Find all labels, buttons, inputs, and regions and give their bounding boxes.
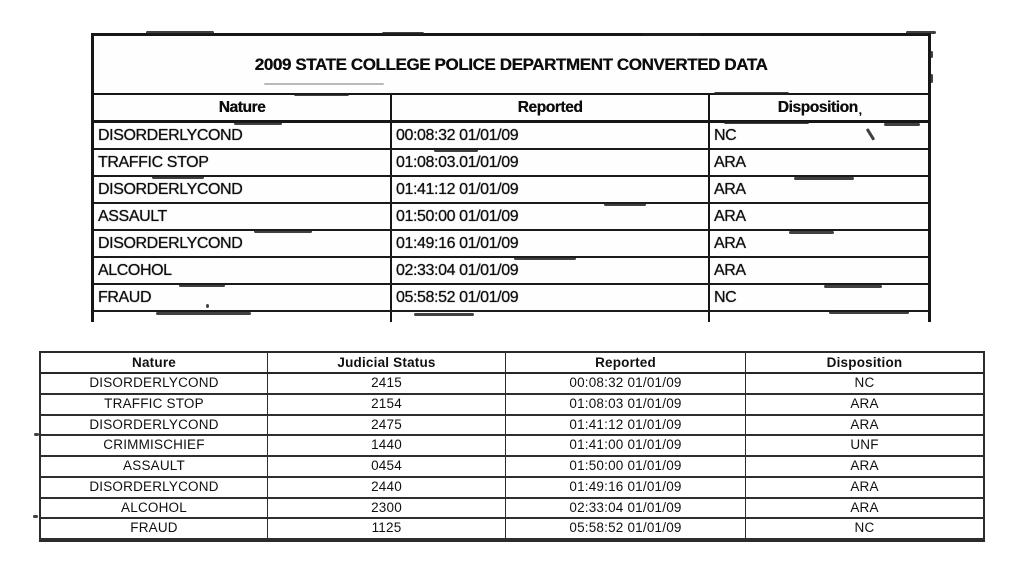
scan-artifact bbox=[156, 312, 251, 315]
scan-artifact bbox=[234, 122, 282, 125]
cell-reported: 05:58:52 01/01/09 bbox=[505, 519, 745, 538]
table-row bbox=[94, 177, 928, 204]
converted-data-table bbox=[39, 351, 985, 542]
column-header-reported: Reported bbox=[390, 95, 708, 120]
cell-nature: TRAFFIC STOP bbox=[104, 395, 204, 411]
scan-artifact bbox=[152, 176, 204, 179]
cell-nature: DISORDERLYCOND bbox=[98, 235, 243, 252]
scan-artifact bbox=[604, 203, 646, 206]
cell-nature: FRAUD bbox=[130, 520, 178, 536]
scanned-table-header-row bbox=[94, 95, 928, 123]
cell-reported: 01:08:03.01/01/09 bbox=[390, 150, 708, 175]
table-row bbox=[94, 150, 928, 177]
scan-artifact bbox=[930, 51, 933, 58]
cell-reported: 01:41:12 01/01/09 bbox=[390, 177, 708, 202]
cell-nature: DISORDERLYCOND bbox=[89, 478, 219, 494]
cell-disposition: NC bbox=[745, 374, 983, 393]
table-row bbox=[94, 231, 928, 258]
cell-disposition: NC bbox=[708, 123, 928, 148]
table-row bbox=[41, 395, 983, 416]
cell-reported: 01:08:03 01/01/09 bbox=[505, 395, 745, 414]
cell-nature: ALCOHOL bbox=[121, 499, 187, 515]
table-row bbox=[41, 499, 983, 520]
column-header-nature: Nature bbox=[132, 355, 176, 370]
cell-judicial-status: 2154 bbox=[267, 395, 505, 414]
table-row bbox=[41, 478, 983, 499]
column-header-disposition-label: Disposition bbox=[777, 99, 858, 116]
column-header-reported: Reported bbox=[505, 353, 745, 372]
table-row bbox=[41, 519, 983, 540]
cell-judicial-status: 2300 bbox=[267, 499, 505, 518]
cell-nature: DISORDERLYCOND bbox=[89, 375, 219, 390]
column-header-nature: Nature bbox=[218, 99, 266, 116]
scan-artifact bbox=[930, 74, 933, 83]
scan-artifact bbox=[434, 149, 478, 152]
cell-disposition: NC bbox=[745, 519, 983, 538]
cell-reported: 00:08:32 01/01/09 bbox=[505, 374, 745, 393]
cell-reported: 05:58:52 01/01/09 bbox=[390, 285, 708, 310]
cell-reported: 01:49:16 01/01/09 bbox=[390, 231, 708, 256]
cell-reported: 02:33:04 01/01/09 bbox=[505, 499, 745, 518]
converted-table-header-row bbox=[41, 353, 983, 374]
scan-artifact bbox=[264, 83, 384, 85]
scan-artifact bbox=[382, 32, 424, 35]
cell-reported: 01:41:12 01/01/09 bbox=[505, 416, 745, 435]
scanned-table-title: 2009 STATE COLLEGE POLICE DEPARTMENT CONVERTED DATA bbox=[94, 36, 928, 95]
scan-artifact bbox=[34, 433, 39, 436]
cell-judicial-status: 2475 bbox=[267, 416, 505, 435]
table-row bbox=[41, 436, 983, 457]
cell-nature: CRIMMISCHIEF bbox=[103, 437, 205, 453]
cell-disposition: NC bbox=[708, 285, 928, 310]
cell-nature: TRAFFIC STOP bbox=[98, 154, 209, 171]
scan-artifact bbox=[724, 121, 809, 124]
scan-artifact bbox=[514, 257, 576, 260]
table-row bbox=[94, 123, 928, 150]
cell-nature: ASSAULT bbox=[98, 208, 167, 225]
table-row bbox=[94, 204, 928, 231]
scan-artifact bbox=[794, 177, 854, 180]
cell-judicial-status: 2440 bbox=[267, 478, 505, 497]
scan-artifact bbox=[642, 33, 700, 36]
cell-disposition: ARA bbox=[708, 150, 928, 175]
scan-artifact bbox=[146, 31, 214, 34]
cell-nature: DISORDERLYCOND bbox=[98, 127, 243, 144]
scan-artifact bbox=[206, 304, 209, 308]
cell-nature: FRAUD bbox=[98, 289, 152, 306]
table-row bbox=[94, 258, 928, 285]
scan-artifact bbox=[829, 311, 909, 314]
cell-disposition: ARA bbox=[745, 416, 983, 435]
scan-artifact bbox=[789, 231, 834, 234]
cell-reported: 01:41:00 01/01/09 bbox=[505, 436, 745, 455]
scan-artifact bbox=[906, 31, 936, 34]
table-row bbox=[94, 285, 928, 312]
cell-reported: 02:33:04 01/01/09 bbox=[390, 258, 708, 283]
cell-disposition: ARA bbox=[708, 258, 928, 283]
cell-disposition: ARA bbox=[745, 499, 983, 518]
scan-artifact bbox=[254, 230, 312, 233]
table-row bbox=[41, 416, 983, 437]
cell-disposition: ARA bbox=[708, 204, 928, 229]
table-row bbox=[41, 374, 983, 395]
cell-disposition: UNF bbox=[745, 436, 983, 455]
cell-nature: DISORDERLYCOND bbox=[98, 181, 243, 198]
cell-nature: ALCOHOL bbox=[98, 262, 172, 279]
cell-nature: ASSAULT bbox=[123, 458, 185, 473]
cell-judicial-status: 0454 bbox=[267, 457, 505, 476]
column-header-disposition bbox=[708, 95, 928, 120]
scan-artifact bbox=[179, 284, 225, 287]
scan-comma-artifact: , bbox=[858, 105, 862, 117]
scan-artifact bbox=[414, 313, 474, 316]
table-row bbox=[41, 457, 983, 478]
cell-disposition: ARA bbox=[745, 395, 983, 414]
cell-nature: DISORDERLYCOND bbox=[89, 416, 219, 432]
cell-reported: 01:50:00 01/01/09 bbox=[390, 204, 708, 229]
cell-reported: 01:50:00 01/01/09 bbox=[505, 457, 745, 476]
cell-judicial-status: 1440 bbox=[267, 436, 505, 455]
cell-disposition: ARA bbox=[708, 177, 928, 202]
scanned-converted-data-table bbox=[91, 33, 931, 322]
scan-artifact bbox=[884, 123, 920, 126]
cell-disposition: ARA bbox=[708, 231, 928, 256]
cell-disposition: ARA bbox=[745, 457, 983, 476]
scan-artifact bbox=[824, 285, 882, 288]
cell-reported: 00:08:32 01/01/09 bbox=[390, 123, 708, 148]
cell-disposition: ARA bbox=[745, 478, 983, 497]
cell-reported: 01:49:16 01/01/09 bbox=[505, 478, 745, 497]
cell-judicial-status: 2415 bbox=[267, 374, 505, 393]
scan-artifact bbox=[33, 515, 38, 518]
column-header-disposition: Disposition bbox=[745, 353, 983, 372]
cell-judicial-status: 1125 bbox=[267, 519, 505, 538]
scan-artifact bbox=[714, 92, 789, 95]
scan-artifact bbox=[294, 93, 349, 96]
column-header-judicial-status: Judicial Status bbox=[267, 353, 505, 372]
